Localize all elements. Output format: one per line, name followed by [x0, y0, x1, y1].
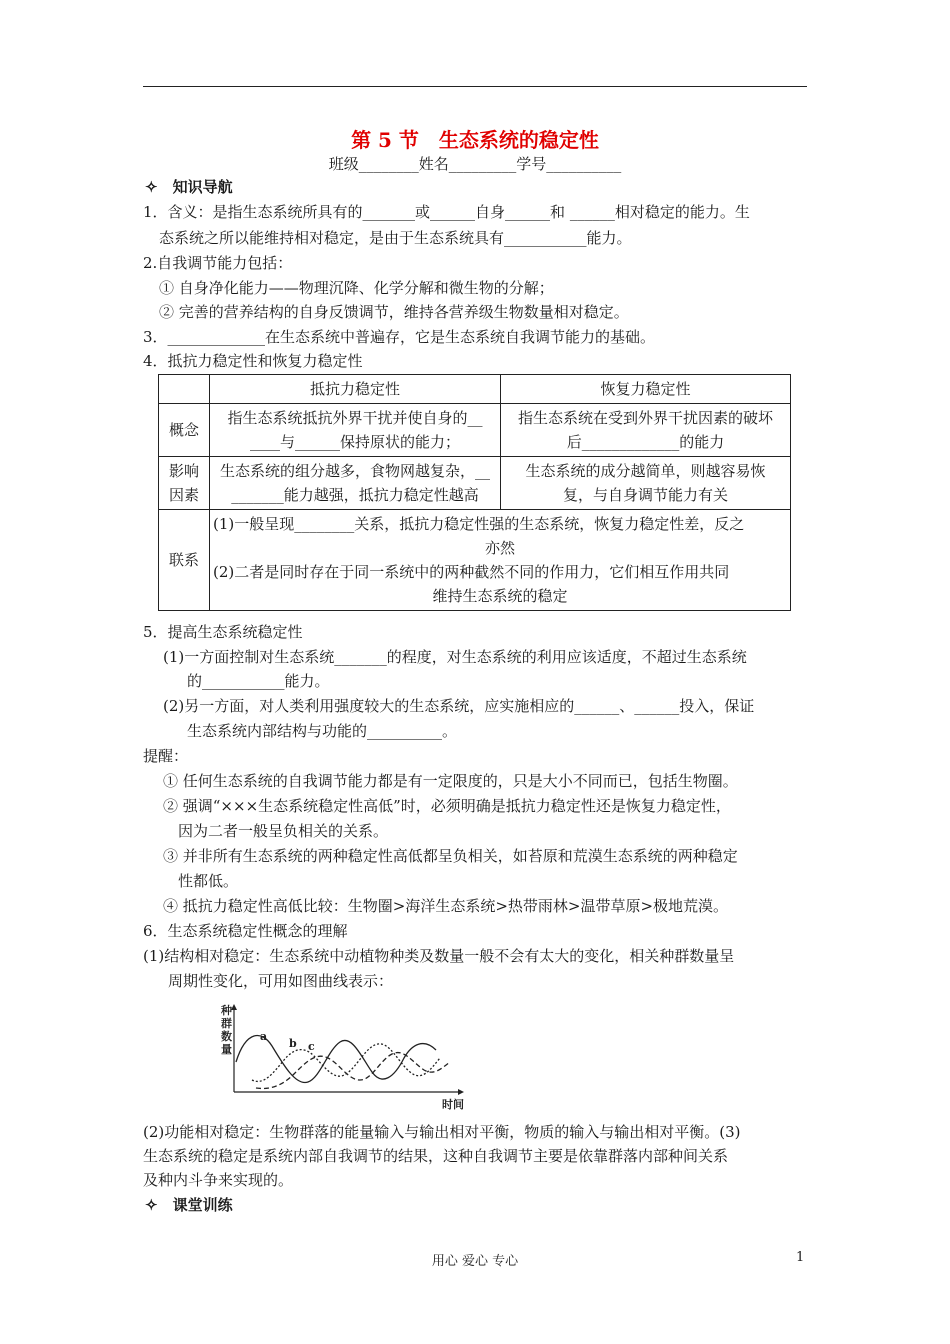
heading-class-training: ✧ 课堂训练 — [145, 1196, 233, 1214]
table-header-row — [159, 375, 791, 404]
heading-knowledge-nav: ✧ 知识导航 — [145, 178, 233, 196]
remind-1: ① 任何生态系统的自我调节能力都是有一定限度的，只是大小不同而已，包括生物圈。 — [163, 772, 738, 790]
table-row-concept — [159, 404, 791, 457]
figure-ylabel-3: 数 — [221, 1030, 232, 1043]
remind-3-line1: ③ 并非所有生态系统的两种稳定性高低都呈负相关，如苔原和荒漠生态系统的两种稳定 — [163, 847, 738, 865]
p6-2-line3: 及种内斗争来实现的。 — [143, 1171, 294, 1189]
p5-2-line1: (2)另一方面，对人类利用强度较大的生态系统，应实施相应的______、______投入，保证 — [163, 697, 755, 715]
cell-factors-resilience: 生态系统的成分越简单，则越容易恢 复，与自身调节能力有关 — [501, 457, 791, 510]
p2-title: 2.自我调节能力包括： — [143, 254, 293, 272]
p5-2-line2: 生态系统内部结构与功能的__________。 — [187, 722, 458, 740]
x-axis-arrow — [458, 1089, 464, 1095]
p6-title: 6．生态系统稳定性概念的理解 — [143, 922, 348, 940]
student-info-line: 班级________姓名_________学号__________ — [328, 155, 622, 173]
cell-concept-resistance: 指生态系统抵抗外界干扰并使自身的__ ____与______保持原状的能力； — [210, 404, 501, 457]
table-row-factors — [159, 457, 791, 510]
curve-label-c: c — [308, 1040, 315, 1053]
table-col-resilience: 恢复力稳定性 — [501, 375, 791, 404]
p6-2-line1: (2)功能相对稳定：生物群落的能量输入与输出相对平衡，物质的输入与输出相对平衡。(3) — [143, 1123, 741, 1141]
p4-title: 4．抵抗力稳定性和恢复力稳定性 — [143, 352, 363, 370]
row-head-factors: 影响 因素 — [159, 457, 210, 510]
page-number: 1 — [796, 1250, 805, 1265]
population-cycle-figure — [212, 1000, 472, 1112]
remind-3-line2: 性都低。 — [178, 872, 239, 890]
table-col-resistance: 抵抗力稳定性 — [210, 375, 501, 404]
p6-1-line2: 周期性变化，可用如图曲线表示： — [168, 972, 394, 990]
p3: 3．_____________在生态系统中普遍存，它是生态系统自我调节能力的基础。 — [143, 328, 656, 346]
row-head-concept: 概念 — [159, 404, 210, 457]
p5-1-line2: 的___________能力。 — [187, 672, 330, 690]
p5-title: 5．提高生态系统稳定性 — [143, 623, 303, 641]
curve-c — [256, 1053, 450, 1089]
p6-1-line1: (1)结构相对稳定：生态系统中动植物种类及数量一般不会有太大的变化，相关种群数量呈 — [143, 947, 735, 965]
figure-ylabel-1: 种 — [221, 1004, 232, 1017]
figure-ylabel-4: 量 — [221, 1043, 232, 1056]
p2-item1: ① 自身净化能力——物理沉降、化学分解和微生物的分解； — [159, 279, 554, 297]
remind-2-line2: 因为二者一般呈负相关的关系。 — [178, 822, 389, 840]
figure-ylabel-2: 群 — [221, 1017, 232, 1030]
curve-label-b: b — [289, 1037, 297, 1050]
curve-label-a: a — [260, 1030, 268, 1043]
cell-factors-resistance: 生态系统的组分越多，食物网越复杂，__ _______能力越强，抵抗力稳定性越高 — [210, 457, 501, 510]
figure-xlabel: 时间 — [442, 1098, 464, 1111]
section-title: 第 5 节 生态系统的稳定性 — [351, 128, 599, 152]
remind-4: ④ 抵抗力稳定性高低比较：生物圈>海洋生态系统>热带雨林>温带草原>极地荒漠。 — [163, 897, 729, 915]
p1-line1: 1．含义：是指生态系统所具有的_______或______自身______和 ______相对稳定的能力。生 — [143, 203, 750, 221]
footer-slogan: 用心 爱心 专心 — [431, 1254, 519, 1269]
cell-relation: (1)一般呈现________关系，抵抗力稳定性强的生态系统，恢复力稳定性差，反之 亦然 (2)二者是同时存在于同一系统中的两种截然不同的作用力，它们相互作用共同 维持生态系统的稳定 — [210, 510, 791, 611]
remind-title: 提醒： — [143, 747, 189, 765]
row-head-relation: 联系 — [159, 510, 210, 611]
p1-line2: 态系统之所以能维持相对稳定，是由于生态系统具有___________能力。 — [159, 229, 632, 247]
header-rule — [143, 86, 807, 87]
cell-concept-resilience: 指生态系统在受到外界干扰因素的破坏 后_____________的能力 — [501, 404, 791, 457]
remind-2-line1: ② 强调“×××生态系统稳定性高低”时，必须明确是抵抗力稳定性还是恢复力稳定性， — [163, 797, 731, 815]
p5-1-line1: (1)一方面控制对生态系统_______的程度，对生态系统的利用应该适度，不超过生态系统 — [163, 648, 747, 666]
table-row-relation — [159, 510, 791, 611]
curve-b — [252, 1044, 440, 1082]
p2-item2: ② 完善的营养结构的自身反馈调节，维持各营养级生物数量相对稳定。 — [159, 303, 629, 321]
p6-2-line2: 生态系统的稳定是系统内部自我调节的结果，这种自我调节主要是依靠群落内部种间关系 — [143, 1147, 729, 1165]
stability-comparison-table — [158, 374, 791, 611]
